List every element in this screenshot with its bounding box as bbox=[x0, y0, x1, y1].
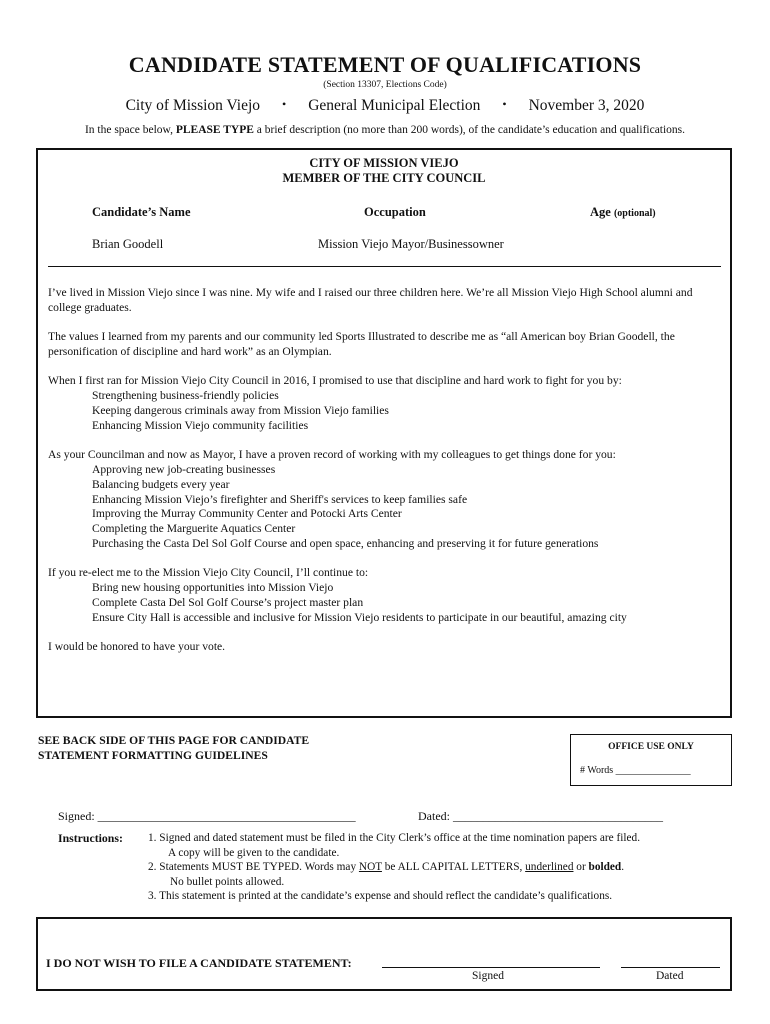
list-item: Strengthening business-friendly policies bbox=[92, 389, 279, 403]
instruction-text: In the space below, bbox=[84, 124, 176, 136]
statement-body bbox=[48, 286, 724, 670]
paragraph bbox=[48, 566, 724, 625]
statement-heading-city: CITY OF MISSION VIEJO bbox=[309, 156, 459, 170]
list-item: Ensure City Hall is accessible and inclusive for Mission Viejo residents to participate in our beautiful, amazing city bbox=[92, 610, 627, 624]
list-item: Approving new job-creating businesses bbox=[92, 462, 276, 476]
statement-heading bbox=[36, 156, 732, 186]
signature-field[interactable]: Signed: ___________________________________________ bbox=[58, 809, 356, 823]
date-field[interactable]: Dated: ___________________________________ bbox=[418, 809, 663, 823]
list-item: Purchasing the Casta Del Sol Golf Course and open space, enhancing and preserving it for future generations bbox=[92, 536, 599, 550]
word-count-field[interactable]: # Words _______________ bbox=[580, 765, 691, 776]
office-use-title: OFFICE USE ONLY bbox=[608, 742, 694, 752]
election-date: November 3, 2020 bbox=[528, 97, 645, 114]
list-item: Enhancing Mission Viejo community facilities bbox=[92, 418, 309, 432]
instruction-item: 3. This statement is printed at the candidate’s expense and should reflect the candidate’s qualifications. bbox=[148, 890, 613, 903]
list-item: Improving the Murray Community Center and Potocki Arts Center bbox=[92, 507, 402, 521]
bullet-separator: • bbox=[282, 97, 287, 111]
instruction-item bbox=[148, 860, 728, 875]
candidate-name-value: Brian Goodell bbox=[92, 237, 164, 251]
divider-line bbox=[48, 266, 721, 267]
no-file-signed-label: Signed bbox=[472, 970, 504, 982]
paragraph: The values I learned from my parents and our community led Sports Illustrated to describe me as “all American boy Brian Goodell, the personification of discipline and hard work” as an Olympian. bbox=[48, 330, 675, 358]
occupation-value: Mission Viejo Mayor/Businessowner bbox=[318, 237, 504, 251]
paragraph: I would be honored to have your vote. bbox=[48, 640, 226, 654]
instruction-emphasis: NOT bbox=[358, 861, 382, 874]
instruction-continuation: No bullet points allowed. bbox=[170, 875, 285, 888]
election-line bbox=[0, 97, 770, 115]
instructions-label: Instructions: bbox=[58, 831, 123, 845]
instruction-text: . bbox=[621, 861, 625, 874]
paragraph bbox=[48, 374, 724, 433]
age-label: Age bbox=[590, 205, 611, 219]
no-file-signature-line[interactable] bbox=[382, 954, 600, 968]
election-name: General Municipal Election bbox=[308, 97, 481, 114]
no-file-date-line[interactable] bbox=[621, 954, 720, 968]
instruction-text: 2. Statements MUST BE TYPED. Words may bbox=[148, 861, 359, 874]
instructions-list bbox=[148, 831, 728, 904]
instruction-text: or bbox=[573, 861, 589, 874]
see-back-note bbox=[38, 733, 309, 763]
occupation-header: Occupation bbox=[364, 205, 426, 219]
list-item: Keeping dangerous criminals away from Mission Viejo families bbox=[92, 403, 389, 417]
instruction-continuation: A copy will be given to the candidate. bbox=[168, 846, 340, 859]
list-item: Bring new housing opportunities into Mission Viejo bbox=[92, 581, 334, 595]
paragraph-intro: When I first ran for Mission Viejo City Council in 2016, I promised to use that discipline and hard work to fight for you by: bbox=[48, 374, 622, 388]
instruction-emphasis: bolded bbox=[588, 861, 622, 874]
city-name: City of Mission Viejo bbox=[125, 97, 261, 114]
age-optional-note: (optional) bbox=[613, 208, 656, 219]
instruction-text: be ALL CAPITAL LETTERS, bbox=[381, 861, 526, 874]
list-item: Complete Casta Del Sol Golf Course’s project master plan bbox=[92, 595, 364, 609]
paragraph-intro: As your Councilman and now as Mayor, I have a proven record of working with my colleagues to get things done for you: bbox=[48, 448, 616, 462]
page-subtitle: (Section 13307, Elections Code) bbox=[323, 80, 447, 90]
paragraph: I’ve lived in Mission Viejo since I was nine. My wife and I raised our three children here. We’re all Mission Viejo High School alumni and college graduates. bbox=[48, 286, 693, 314]
candidate-name-header: Candidate’s Name bbox=[92, 205, 191, 219]
bullet-separator: • bbox=[502, 97, 507, 111]
instruction-text: a brief description (no more than 200 words), of the candidate’s education and qualifications. bbox=[253, 124, 686, 136]
see-back-line: STATEMENT FORMATTING GUIDELINES bbox=[38, 749, 268, 762]
statement-heading-office: MEMBER OF THE CITY COUNCIL bbox=[282, 171, 486, 185]
instruction-item: 1. Signed and dated statement must be filed in the City Clerk’s office at the time nomination papers are filed. bbox=[148, 832, 641, 844]
list-item: Completing the Marguerite Aquatics Center bbox=[92, 522, 296, 536]
paragraph bbox=[48, 448, 724, 552]
paragraph-intro: If you re-elect me to the Mission Viejo City Council, I’ll continue to: bbox=[48, 566, 369, 580]
page-title: CANDIDATE STATEMENT OF QUALIFICATIONS bbox=[128, 52, 642, 77]
no-file-statement: I DO NOT WISH TO FILE A CANDIDATE STATEMENT: bbox=[46, 956, 352, 970]
age-header bbox=[590, 205, 656, 220]
list-item: Balancing budgets every year bbox=[92, 477, 230, 491]
list-item: Enhancing Mission Viejo’s firefighter and Sheriff's services to keep families safe bbox=[92, 492, 468, 506]
top-instruction bbox=[0, 124, 770, 136]
see-back-line: SEE BACK SIDE OF THIS PAGE FOR CANDIDATE bbox=[38, 734, 310, 747]
no-file-dated-label: Dated bbox=[656, 970, 684, 982]
instruction-bold: PLEASE TYPE bbox=[175, 124, 254, 136]
instruction-emphasis: underlined bbox=[525, 861, 574, 874]
